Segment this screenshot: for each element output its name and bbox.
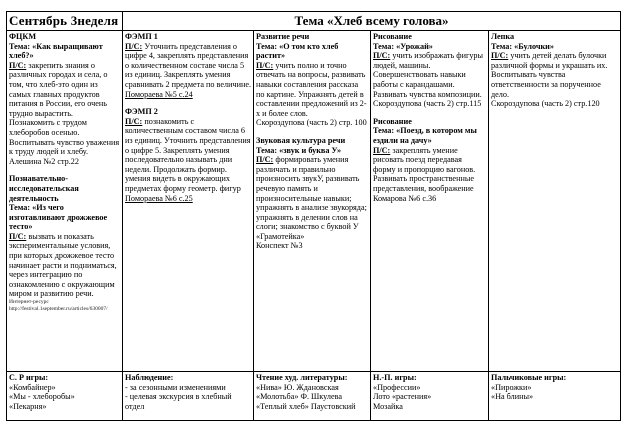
list-item: «Профессии»	[373, 382, 421, 392]
femp1-goal: П/С: Уточнить представления о цифре 4, закреплять представления о количественном составе числа 5 из единиц. Закреплять умения сравнивать 2 предмета по величине.	[125, 41, 252, 89]
femp2-goal: П/С: познакомить с количественным составом числа 6 из единиц. Уточнить представления о цифре 5. Закреплять умения последовательно называть дни недели. Продолжать формир. умения видеть в окружающих предметах форму геометр. фигур	[125, 116, 251, 193]
weekly-plan-table	[6, 11, 621, 421]
column-femp	[123, 31, 254, 372]
drawing2-goal: П/С: закреплять умение рисовать поезд передавая форму и пропорцию вагонов. Развивать пространственные представления, воображение	[373, 145, 476, 193]
research-goal: П/С: вызвать и показать экспериментальные условия, при которых дрожжевое тесто начинает расти и подниматься, через интеграцию по ознакомлению с окружающим миром и развитию речи.	[9, 231, 117, 299]
observation-title: Наблюдение:	[125, 373, 174, 382]
femp2-reference: Помораева №6 с.25	[125, 193, 193, 203]
finger-games-cell	[489, 372, 621, 421]
list-item: Мозайка	[373, 401, 403, 411]
activities-bottom-row	[7, 372, 621, 421]
sound-culture-title: Звуковая культура речи	[256, 135, 346, 145]
drawing1-title: Рисование	[373, 32, 412, 41]
internet-source-label: Интернет-ресурс	[9, 299, 49, 306]
list-item: «Нива» Ю. Ждановская	[256, 382, 339, 392]
research-title: Познавательно-исследовательская деятельность	[9, 174, 79, 203]
column-drawing	[371, 31, 489, 372]
fckm-theme: Тема: «Как выращивают хлеб?»	[9, 41, 103, 61]
reading-title: Чтение худ. литературы:	[256, 373, 348, 382]
finger-games-title: Пальчиковые игры:	[491, 373, 567, 382]
theme-title: Тема «Хлеб всему голова»	[123, 12, 621, 31]
column-speech	[254, 31, 371, 372]
role-games-title: С. Р игры:	[9, 373, 49, 382]
reading-cell	[254, 372, 371, 421]
sound-culture-theme: Тема: «звук и буква У»	[256, 145, 342, 155]
speech-reference: Скороздупова (часть 2) стр. 100	[256, 118, 367, 128]
list-item: «Пирожки»	[491, 382, 532, 392]
header-row	[7, 12, 621, 31]
research-theme: Тема: «Из чего изготавливают дрожжевое тесто»	[9, 203, 108, 232]
sound-culture-reference: Конспект №3	[256, 241, 303, 251]
list-item: - целевая экскурсия в хлебный отдел	[125, 392, 232, 411]
speech-theme: Тема: «О том кто хлеб растит»	[256, 41, 339, 61]
fckm-goal: П/С: закрепить знания о различных городах и села, о том, что хлеб-это один из самых главных продуктов питания в России, его очень трудно вырастить. Познакомить с трудом хлеборобов осенью. Воспитывать чувство уважения к труду людей и хлебу.	[9, 60, 120, 157]
femp2-title: ФЭМП 2	[125, 107, 158, 117]
column-modeling	[489, 31, 621, 372]
list-item: «Пекарня»	[9, 401, 47, 411]
week-label: Сентябрь 3неделя	[7, 12, 123, 31]
modeling-goal: П/С: учить детей делать булочки различной формы и украшать их. Воспитывать чувства ответственности за порученное дело.	[491, 51, 608, 99]
drawing2-theme: Тема: «Поезд, в котором мы ездили на дачу»	[373, 126, 477, 145]
femp1-title: ФЭМП 1	[125, 32, 158, 41]
drawing1-theme: Тема: «Урожай»	[373, 41, 433, 51]
fckm-reference: Алешина №2 стр.22	[9, 156, 79, 166]
fckm-title: ФЦКМ	[9, 32, 37, 41]
list-item: «На блины»	[491, 392, 534, 402]
list-item: «Теплый хлеб» Паустовский	[256, 401, 356, 411]
drawing1-goal: П/С: учить изображать фигуры людей, машины. Совершенствовать навыки работы с карандашами. Развивать чувства композиции.	[373, 51, 484, 99]
board-games-cell	[371, 372, 489, 421]
internet-source-url: http://festival.1september.ru/articles/630007/	[9, 305, 108, 312]
list-item: «Молотьба» Ф. Шкулева	[256, 392, 343, 402]
column-fckm	[7, 31, 123, 372]
list-item: - за сезонными изменениями	[125, 382, 226, 392]
role-games-cell	[7, 372, 123, 421]
modeling-title: Лепка	[491, 32, 515, 41]
sound-culture-goal: П/С: формировать умения различать и правильно произносить звукУ, развивать речевую память и произносительные навыки; упражнять в анализе звукоряда; упражнять в делении слов на слоги; знакомство с буквой У «Грамотейка»	[256, 155, 367, 241]
speech-goal: П/С: учить полно и точно отвечать на вопросы, развивать навыки составления рассказа по картине. Упражнять детей в составлении предложений из 2-х и более слов.	[256, 60, 367, 118]
femp1-reference: Помораева №5 с.24	[125, 89, 193, 99]
drawing2-reference: Комарова №6 с.36	[373, 193, 437, 203]
drawing2-title: Рисование	[373, 116, 412, 126]
observation-cell	[123, 372, 254, 421]
board-games-title: Н.-П. игры:	[373, 373, 417, 382]
modeling-reference: Скороздупова (часть 2) стр.120	[491, 99, 600, 109]
drawing1-reference: Скороздупова (часть 2) стр.115	[373, 99, 482, 109]
list-item: «Комбайнер»	[9, 382, 56, 392]
activities-row	[7, 31, 621, 372]
modeling-theme: Тема: «Булочки»	[491, 41, 554, 51]
speech-title: Развитие речи	[256, 32, 310, 41]
list-item: Лото «растения»	[373, 392, 432, 402]
list-item: «Мы - хлеборобы»	[9, 392, 75, 402]
